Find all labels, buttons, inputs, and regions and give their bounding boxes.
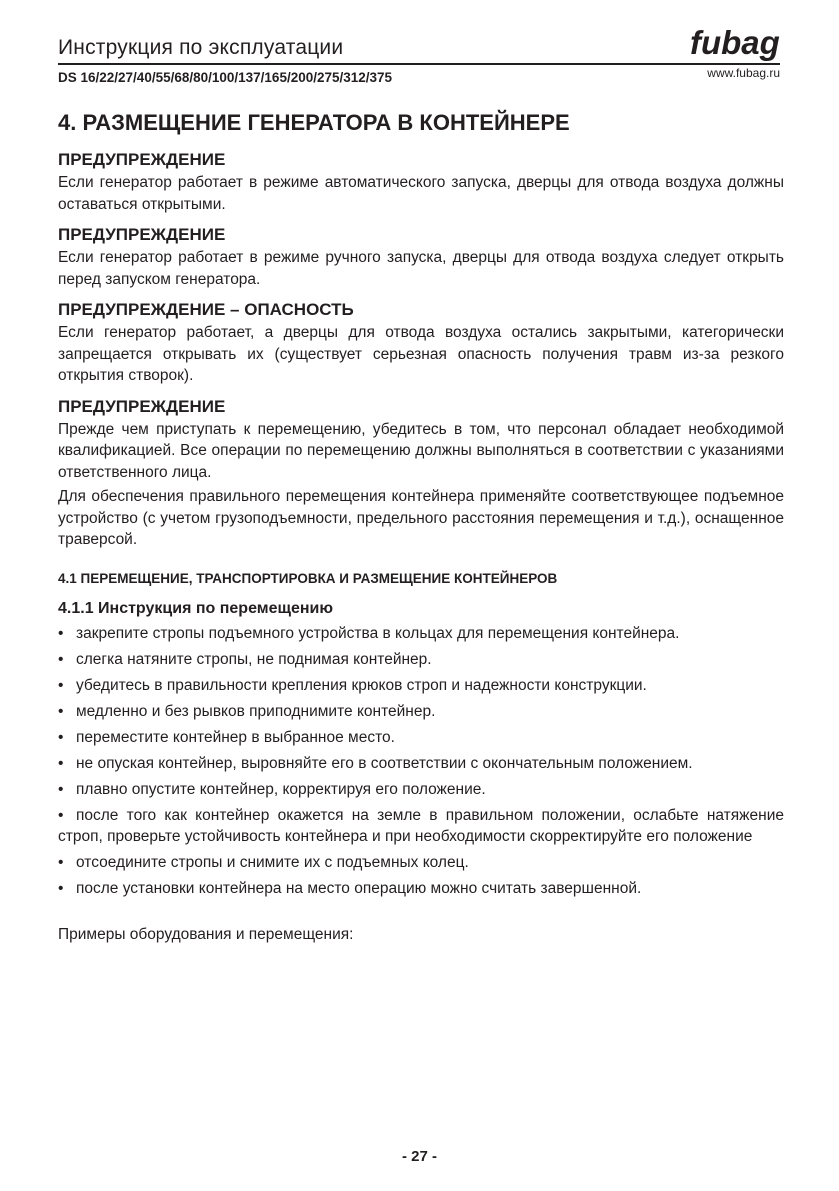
website-url: www.fubag.ru <box>707 66 780 80</box>
list-item <box>58 649 784 671</box>
list-item-text: отсоедините стропы и снимите их с подъемных колец. <box>76 854 469 871</box>
section-title: 4. РАЗМЕЩЕНИЕ ГЕНЕРАТОРА В КОНТЕЙНЕРЕ <box>58 110 570 135</box>
list-item-text: закрепите стропы подъемного устройства в кольцах для перемещения контейнера. <box>76 624 680 642</box>
bullet-icon: • <box>58 754 64 772</box>
list-item-text: после того как контейнер окажется на земле в правильном положении, ослабьте натяжение строп, проверьте устойчивость контейнера и при необходимости скорректируйте его положение <box>58 806 784 845</box>
list-item-text: слегка натяните стропы, не поднимая контейнер. <box>76 650 432 668</box>
examples-caption: Примеры оборудования и перемещения: <box>58 925 354 943</box>
document-title: Инструкция по эксплуатации <box>58 36 344 59</box>
bullet-icon: • <box>58 624 64 642</box>
bullet-icon: • <box>58 702 64 720</box>
list-item-text: медленно и без рывков приподнимите контейнер. <box>76 702 436 720</box>
danger-warning-title: ПРЕДУПРЕЖДЕНИЕ – ОПАСНОСТЬ <box>58 300 354 319</box>
bullet-icon: • <box>58 854 64 871</box>
list-item <box>58 675 784 697</box>
bullet-icon: • <box>58 780 64 798</box>
subsection-title: 4.1 ПЕРЕМЕЩЕНИЕ, ТРАНСПОРТИРОВКА И РАЗМЕЩЕНИЕ КОНТЕЙНЕРОВ <box>58 570 558 586</box>
warning-title: ПРЕДУПРЕЖДЕНИЕ <box>58 396 226 416</box>
header-divider <box>58 63 780 65</box>
list-item-text: убедитесь в правильности крепления крюков строп и надежности конструкции. <box>76 676 647 694</box>
instruction-list <box>58 623 784 900</box>
list-item <box>58 701 784 723</box>
bullet-icon: • <box>58 728 64 746</box>
list-item <box>58 878 784 900</box>
list-item-text: плавно опустите контейнер, корректируя его положение. <box>76 780 486 798</box>
warning-text: Прежде чем приступать к перемещению, убедитесь в том, что персонал обладает необходимой квалификацией. Все операции по перемещению должны выполняться в соответствии с указаниями ответственного лица. <box>58 420 784 481</box>
list-item-text: после установки контейнера на место операцию можно считать завершенной. <box>76 880 642 897</box>
list-item <box>58 779 784 801</box>
warning-text: Для обеспечения правильного перемещения контейнера применяйте соответствующее подъемное устройство (с учетом грузоподъемности, предельного расстояния перемещения и т.д.), оснащенное траверсой. <box>58 488 784 548</box>
logo-wordmark: fubag <box>690 24 780 61</box>
warning-text: Если генератор работает в режиме ручного запуска, дверцы для отвода воздуха следует открыть перед запуском генератора. <box>58 249 784 288</box>
bullet-icon: • <box>58 880 64 897</box>
list-item <box>58 727 784 749</box>
bullet-icon: • <box>58 650 64 668</box>
list-item-text: не опуская контейнер, выровняйте его в соответствии с окончательным положением. <box>76 754 693 772</box>
page-content <box>58 110 784 944</box>
model-list: DS 16/22/27/40/55/68/80/100/137/165/200/275/312/375 <box>58 70 393 85</box>
warning-text: Если генератор работает в режиме автоматического запуска, дверцы для отвода воздуха должны оставаться открытыми. <box>58 174 784 213</box>
list-item <box>58 805 784 848</box>
list-item <box>58 852 784 874</box>
subsubsection-title: 4.1.1 Инструкция по перемещению <box>58 599 334 617</box>
list-item <box>58 753 784 775</box>
fubag-logo <box>688 24 784 64</box>
list-item <box>58 623 784 645</box>
bullet-icon: • <box>58 806 64 824</box>
warning-text: Если генератор работает, а дверцы для отвода воздуха остались закрытыми, категорически запрещается открывать их (существует серьезная опасность получения травм из-за резкого открытия створок). <box>58 324 784 384</box>
list-item-text: переместите контейнер в выбранное место. <box>76 728 395 746</box>
warning-title: ПРЕДУПРЕЖДЕНИЕ <box>58 225 226 244</box>
bullet-icon: • <box>58 676 64 694</box>
warning-title: ПРЕДУПРЕЖДЕНИЕ <box>58 150 226 169</box>
page-number: - 27 - <box>401 1148 437 1165</box>
